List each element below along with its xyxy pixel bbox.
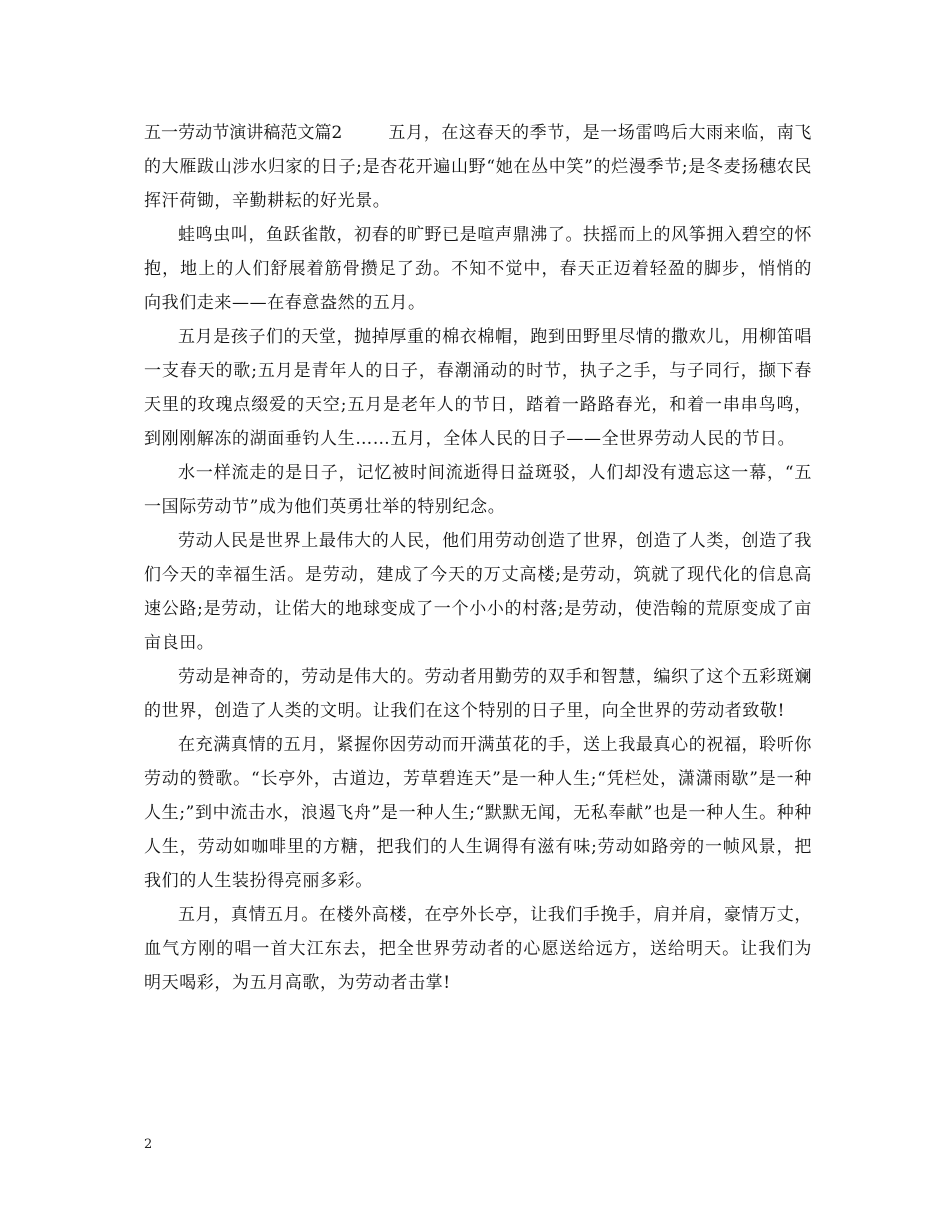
paragraph-3: 五月是孩子们的天堂，抛掉厚重的棉衣棉帽，跑到田野里尽情的撒欢儿，用柳笛唱一支春天的歌;五月是青年人的日子，春潮涌动的时节，执子之手，与子同行，撷下春天里的玫瑰点缀爱的天空;五月是老年人的节日，踏着一路路春光，和着一串串鸟鸣，到刚刚解冻的湖面垂钓人生……五月，全体人民的日子——全世界劳动人民的节日。 xyxy=(144,327,812,449)
page-number: 2 xyxy=(144,1137,153,1152)
opening-paragraph xyxy=(144,116,812,218)
document-title: 五一劳动节演讲稿范文篇2 xyxy=(144,123,343,143)
paragraph-8: 五月，真情五月。在楼外高楼，在亭外长亭，让我们手挽手，肩并肩，豪情万丈，血气方刚的唱一首大江东去，把全世界劳动者的心愿送给远方，送给明天。让我们为明天喝彩，为五月高歌，为劳动者击掌! xyxy=(144,905,812,993)
document-body xyxy=(144,116,812,1000)
paragraph-5: 劳动人民是世界上最伟大的人民，他们用劳动创造了世界，创造了人类，创造了我们今天的幸福生活。是劳动，建成了今天的万丈高楼;是劳动，筑就了现代化的信息高速公路;是劳动，让偌大的地球变成了一个小小的村落;是劳动，使浩翰的荒原变成了亩亩良田。 xyxy=(144,531,812,653)
paragraph-7: 在充满真情的五月，紧握你因劳动而开满茧花的手，送上我最真心的祝福，聆听你劳动的赞歌。“长亭外，古道边，芳草碧连天”是一种人生;“凭栏处，潇潇雨歇”是一种人生;”到中流击水，浪遏飞舟”是一种人生;“默默无闻，无私奉献”也是一种人生。种种人生，劳动如咖啡里的方糖，把我们的人生调得有滋有味;劳动如路旁的一帧风景，把我们的人生装扮得亮丽多彩。 xyxy=(144,735,812,891)
paragraph-2: 蛙鸣虫叫，鱼跃雀散，初春的旷野已是喧声鼎沸了。扶摇而上的风筝拥入碧空的怀抱，地上的人们舒展着筋骨攒足了劲。不知不觉中，春天正迈着轻盈的脚步，悄悄的向我们走来——在春意盎然的五月。 xyxy=(144,225,812,313)
paragraph-4: 水一样流走的是日子，记忆被时间流逝得日益斑驳，人们却没有遗忘这一幕，“五一国际劳动节”成为他们英勇壮举的特别纪念。 xyxy=(144,463,812,517)
paragraph-1: 五月，在这春天的季节，是一场雷鸣后大雨来临，南飞的大雁跋山涉水归家的日子;是杏花开遍山野“她在丛中笑”的烂漫季节;是冬麦扬穗农民挥汗荷锄，辛勤耕耘的好光景。 xyxy=(144,123,812,211)
paragraph-6: 劳动是神奇的，劳动是伟大的。劳动者用勤劳的双手和智慧，编织了这个五彩斑斓的世界，创造了人类的文明。让我们在这个特别的日子里，向全世界的劳动者致敬! xyxy=(144,667,812,721)
